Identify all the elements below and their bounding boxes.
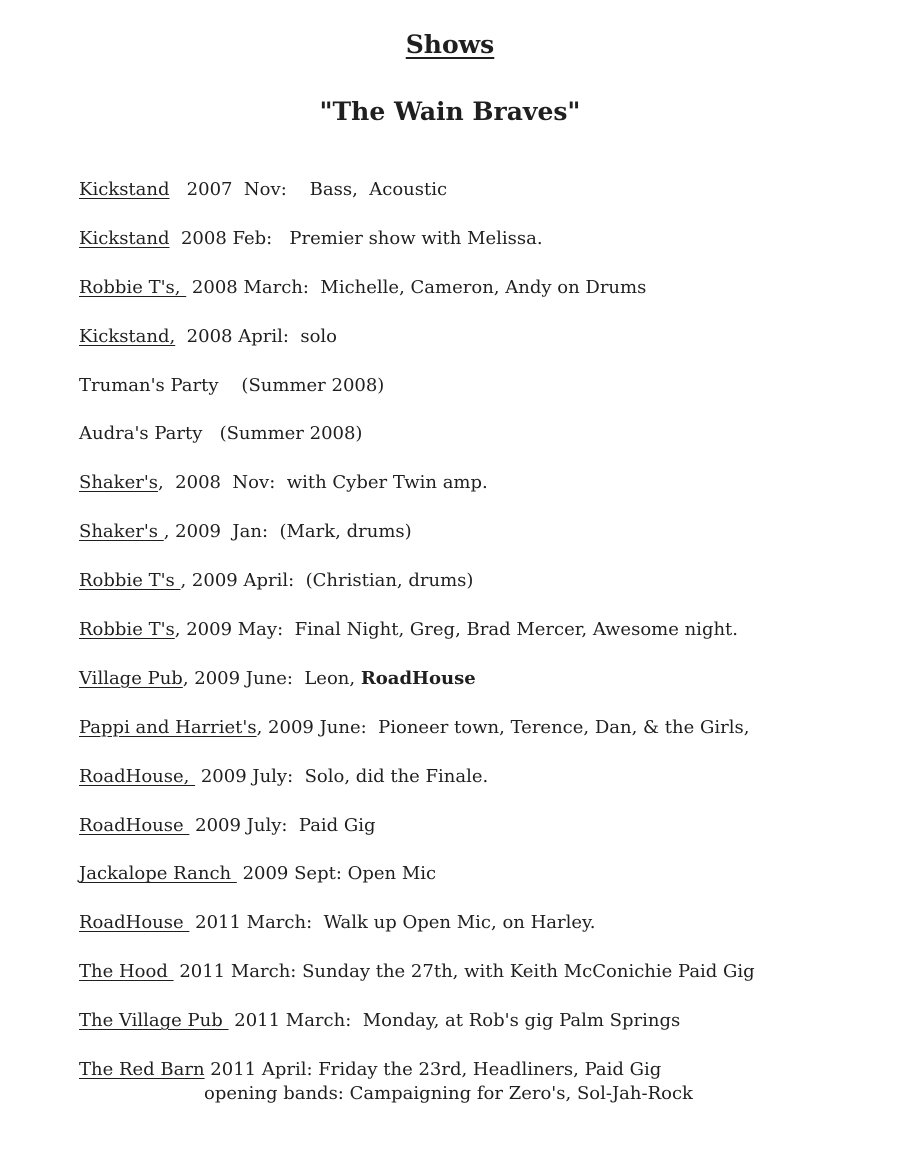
venue-name: Kickstand, [79, 325, 176, 347]
venue-name: The Red Barn [79, 1059, 205, 1081]
show-entry [79, 667, 870, 716]
show-details: 2009 July: Solo, did the Finale. [195, 765, 489, 787]
show-details: 2008 Feb: Premier show with Melissa. [169, 227, 543, 249]
venue-name: Shaker's [79, 472, 159, 494]
show-details: , 2008 Nov: with Cyber Twin amp. [158, 472, 488, 494]
venue-name: Robbie T's, [79, 276, 187, 298]
show-details: , 2009 Jan: (Mark, drums) [163, 521, 412, 543]
show-entry [79, 520, 870, 569]
show-details: 2009 Sept: Open Mic [236, 863, 437, 885]
show-entry [79, 178, 870, 227]
band-name: "The Wain Braves" [319, 97, 581, 126]
show-details-continued: opening bands: Campaigning for Zero's, Sol-Jah-Rock [204, 1083, 693, 1105]
show-details: , 2009 April: (Christian, drums) [180, 570, 474, 592]
show-entry [79, 618, 870, 667]
venue-name: The Hood [79, 961, 174, 983]
show-entry [79, 1009, 870, 1058]
show-entry [79, 960, 870, 1009]
show-details: , 2009 May: Final Night, Greg, Brad Mercer, Awesome night. [174, 619, 739, 641]
venue-name: RoadHouse, [79, 765, 196, 787]
show-entry [79, 814, 870, 863]
show-entry [79, 765, 870, 814]
venue-name: Village Pub [79, 667, 183, 689]
show-details: Audra's Party (Summer 2008) [79, 423, 363, 445]
show-entry [79, 911, 870, 960]
show-entry [79, 276, 870, 325]
venue-name: Kickstand [79, 227, 170, 249]
show-details: 2011 March: Sunday the 27th, with Keith McConichie Paid Gig [173, 961, 755, 983]
venue-name: RoadHouse [79, 814, 190, 836]
venue-name: The Village Pub [79, 1010, 229, 1032]
show-entry [79, 227, 870, 276]
show-details: 2008 March: Michelle, Cameron, Andy on Drums [186, 276, 647, 298]
show-details: 2011 March: Monday, at Rob's gig Palm Springs [228, 1010, 681, 1032]
show-entry [79, 325, 870, 374]
document-title: Shows [405, 30, 495, 59]
show-entry [79, 569, 870, 618]
show-highlight: RoadHouse [360, 667, 476, 689]
show-details: 2011 April: Friday the 23rd, Headliners, Paid Gig [204, 1059, 662, 1081]
show-entry [79, 374, 870, 423]
show-entry [79, 716, 870, 765]
shows-list [79, 178, 870, 1107]
venue-name: RoadHouse [79, 912, 190, 934]
venue-name: Kickstand [79, 179, 170, 200]
show-details: Truman's Party (Summer 2008) [79, 374, 385, 396]
show-details: 2011 March: Walk up Open Mic, on Harley. [189, 912, 596, 934]
show-entry [79, 862, 870, 911]
show-details: 2007 Nov: Bass, Acoustic [169, 179, 448, 200]
show-details: 2009 July: Paid Gig [189, 814, 376, 836]
venue-name: Shaker's [79, 521, 164, 543]
venue-name: Jackalope Ranch [79, 863, 237, 885]
show-details: 2008 April: solo [175, 325, 338, 347]
venue-name: Pappi and Harriet's [79, 716, 257, 738]
show-details: , 2009 June: Pioneer town, Terence, Dan, & the Girls, [256, 716, 750, 738]
show-entry [79, 471, 870, 520]
venue-name: Robbie T's [79, 570, 181, 592]
show-details: , 2009 June: Leon, [182, 667, 361, 689]
show-entry [79, 422, 870, 471]
venue-name: Robbie T's [79, 619, 175, 641]
show-entry [79, 1058, 870, 1107]
